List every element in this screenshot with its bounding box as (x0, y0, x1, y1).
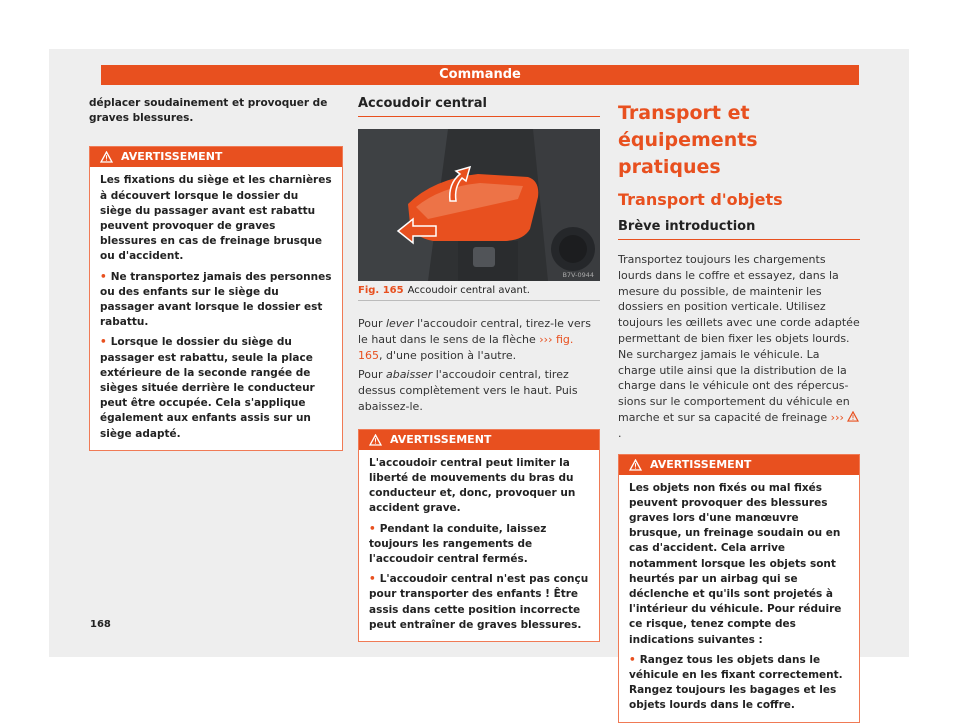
column-left (89, 96, 343, 451)
warning-triangle-icon[interactable] (847, 411, 859, 422)
warning-header (619, 455, 859, 475)
section-title: Accoudoir central (358, 96, 600, 117)
warning-label: AVERTISSEMENT (390, 432, 492, 446)
warning-bullet: • Lorsque le dossier du siège du passager est rabattu, seule la place extérieure de la seconde rangée de sièges située derrière le conducteur peut être occupée. Cela s'applique également aux enfants assis sur un siège adapté. (100, 336, 315, 440)
warning-box (89, 146, 343, 450)
warning-triangle-icon (629, 459, 642, 471)
armrest-figure (358, 129, 600, 281)
warning-bullet: • L'accoudoir central n'est pas conçu pour transporter des enfants ! Être assis dans cette position incorrecte peut entraîner de graves blessures. (369, 573, 589, 631)
column-middle (358, 96, 600, 642)
warning-text: L'accoudoir central peut limiter la liberté de mouvements du bras du conducteur et, donc, provoquer un accident grave. (369, 456, 576, 515)
intro-text: déplacer soudainement et provoquer de graves blessures. (89, 97, 328, 125)
warning-label: AVERTISSEMENT (650, 457, 752, 471)
body-paragraph: Transportez toujours les chargements lourds dans le coffre et essayez, dans la mesure du possible, de maintenir les dossiers en position verticale. Utilisez toujours les œillets avec une corde adaptée permettant de bien fixer les objets lourds. Ne surchargez jamais le véhicule. La charge utile ainsi que la distribution de la charge dans le véhicule ont des répercussions sur le comportement du véhicule en marche et sur sa capacité de freinage ››› . (618, 253, 860, 440)
subchapter-title: Transport d'objets (618, 190, 783, 209)
figure-caption: Fig. 165 Accoudoir central avant. (358, 285, 600, 301)
section-title: Brève introduction (618, 219, 860, 240)
column-right (618, 100, 860, 723)
warning-header (90, 147, 342, 167)
warning-bullet: • Rangez tous les objets dans le véhicule en les fixant correctement. Rangez toujours les bagages et les objets lourds dans le coffre. (629, 653, 843, 712)
body-paragraph: Pour lever l'accoudoir central, tirez-le vers le haut dans le sens de la flèche ››› fig. 165, d'une position à l'autre. (358, 317, 591, 362)
warning-header (359, 430, 599, 450)
warning-box (358, 429, 600, 642)
chapter-title: Transport et équipements pratiques (618, 102, 758, 178)
warning-bullet: • Ne transportez jamais des personnes ou des enfants sur le siège du passager avant lorsque le dossier est rabattu. (100, 270, 332, 329)
warning-triangle-icon (369, 434, 382, 446)
figure-link[interactable]: fig. 165 (358, 332, 574, 362)
figure-code: B7V-0944 (562, 271, 594, 279)
warning-label: AVERTISSEMENT (121, 150, 223, 164)
body-paragraph: Pour abaisser l'accoudoir central, tirez dessus complètement vers le haut. Puis abaissez-le. (358, 368, 578, 413)
warning-box (618, 454, 860, 723)
warning-triangle-icon (100, 151, 113, 163)
chapter-header: Commande (101, 65, 859, 85)
warning-text: Les fixations du siège et les charnières à découvert lorsque le dossier du siège du passager avant est rabattu peuvent provoquer de graves blessures en cas de freinage brusque ou d'accident. (100, 174, 332, 263)
armrest-image (358, 129, 600, 281)
warning-text: Les objets non fixés ou mal fixés peuvent provoquer des blessures graves lors d'une manœuvre brusque, un freinage soudain ou en cas d'accident. Cela arrive notamment lorsque les objets sont heurtés par un airbag qui se déclenche et qu'ils sont projetés à l'intérieur du véhicule. Pour réduire ce risque, tenez compte des indications suivantes : (629, 481, 842, 646)
page-number: 168 (90, 619, 111, 630)
warning-bullet: • Pendant la conduite, laissez toujours les rangements de l'accoudoir central fermés. (369, 522, 547, 565)
